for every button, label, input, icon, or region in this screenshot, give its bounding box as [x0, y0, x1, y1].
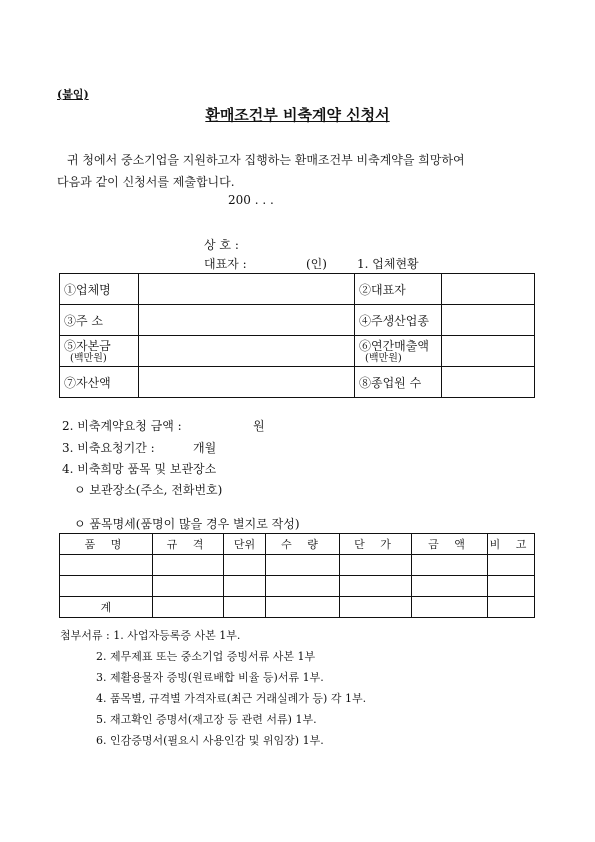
annual-sales-field[interactable]: [442, 336, 535, 367]
document-title: 환매조건부 비축계약 신청서: [205, 106, 390, 124]
table-cell[interactable]: [340, 597, 412, 618]
table-total-row: [60, 597, 535, 618]
header-unit-price: 단 가: [340, 534, 412, 555]
address-field[interactable]: [139, 305, 355, 336]
table-cell[interactable]: [488, 597, 535, 618]
representative-label: 대표자 :: [204, 257, 247, 271]
table-row: [60, 367, 535, 398]
attachment-item: 5. 재고확인 증명서(재고장 등 관련 서류) 1부.: [96, 713, 317, 726]
attachment-item: 2. 제무제표 또는 중소기업 증빙서류 사본 1부: [96, 650, 316, 663]
assets-label-cell: ⑦자산액: [60, 367, 139, 398]
table-cell[interactable]: [340, 576, 412, 597]
employees-field[interactable]: [442, 367, 535, 398]
header-quantity: 수 량: [266, 534, 340, 555]
attachment-item: 4. 품목별, 규격별 가격자료(최근 거래실례가 등) 각 1부.: [96, 692, 367, 705]
table-cell[interactable]: [412, 597, 488, 618]
table-cell[interactable]: [488, 555, 535, 576]
table-cell[interactable]: [60, 555, 153, 576]
section-3-period: 3. 비축요청기간 :: [62, 441, 155, 455]
date-line: 200 . . .: [228, 193, 274, 207]
items-detail-heading: ㅇ 품목명세(품명이 많을 경우 별지로 작성): [74, 517, 300, 531]
table-cell[interactable]: [224, 597, 266, 618]
period-unit: 개월: [193, 441, 217, 455]
amount-unit: 원: [253, 419, 265, 433]
representative-label-cell: ②대표자: [355, 274, 442, 305]
capital-unit: (백만원): [70, 352, 107, 364]
capital-field[interactable]: [139, 336, 355, 367]
annual-sales-unit: (백만원): [365, 352, 402, 364]
intro-line-1: 귀 청에서 중소기업을 지원하고자 집행하는 환매조건부 비축계약을 희망하여: [67, 153, 465, 167]
company-status-table: [59, 273, 535, 398]
intro-line-2: 다음과 같이 신청서를 제출합니다.: [57, 175, 235, 189]
annual-sales-label: ⑥연간매출액: [359, 338, 429, 353]
table-cell[interactable]: [153, 597, 224, 618]
table-cell[interactable]: [412, 555, 488, 576]
table-cell[interactable]: [224, 576, 266, 597]
section-1-heading: 1. 업체현황: [357, 257, 419, 271]
seal-mark: (인): [306, 257, 327, 271]
table-cell[interactable]: [266, 555, 340, 576]
table-cell[interactable]: [488, 576, 535, 597]
representative-field[interactable]: [442, 274, 535, 305]
table-cell[interactable]: [266, 576, 340, 597]
capital-label: ⑤자본금: [64, 338, 111, 353]
attachment-label: (붙임): [57, 88, 89, 101]
section-2-contract-amount: 2. 비축계약요청 금액 :: [62, 419, 182, 433]
table-cell[interactable]: [60, 576, 153, 597]
attachment-item: 6. 인감증명서(필요시 사용인감 및 위임장) 1부.: [96, 734, 324, 747]
assets-field[interactable]: [139, 367, 355, 398]
header-remarks: 비 고: [488, 534, 535, 555]
main-industry-label-cell: ④주생산업종: [355, 305, 442, 336]
main-industry-field[interactable]: [442, 305, 535, 336]
header-spec: 규 격: [153, 534, 224, 555]
employees-label-cell: ⑧종업원 수: [355, 367, 442, 398]
table-cell[interactable]: [340, 555, 412, 576]
company-name-label: 상 호 :: [204, 238, 239, 252]
table-cell[interactable]: [153, 555, 224, 576]
header-unit: 단위: [224, 534, 266, 555]
total-label: 계: [60, 597, 153, 618]
capital-label-cell: [60, 336, 139, 367]
table-cell[interactable]: [412, 576, 488, 597]
company-name-label-cell: ①업체명: [60, 274, 139, 305]
table-row: [60, 336, 535, 367]
storage-location-item: ㅇ 보관장소(주소, 전화번호): [74, 483, 223, 497]
table-cell[interactable]: [266, 597, 340, 618]
table-cell[interactable]: [153, 576, 224, 597]
company-name-field[interactable]: [139, 274, 355, 305]
table-row: [60, 274, 535, 305]
table-row: [60, 305, 535, 336]
table-header-row: [60, 534, 535, 555]
header-amount: 금 액: [412, 534, 488, 555]
attachments-heading: 첨부서류 : 1. 사업자등록증 사본 1부.: [60, 629, 241, 642]
table-cell[interactable]: [224, 555, 266, 576]
table-row: [60, 576, 535, 597]
header-item-name: 품 명: [60, 534, 153, 555]
section-4-items-storage: 4. 비축희망 품목 및 보관장소: [62, 462, 217, 476]
items-table: [59, 533, 535, 618]
annual-sales-label-cell: [355, 336, 442, 367]
address-label-cell: ③주 소: [60, 305, 139, 336]
table-row: [60, 555, 535, 576]
attachment-item: 3. 제활용물자 증빙(원료배합 비율 등)서류 1부.: [96, 671, 324, 684]
